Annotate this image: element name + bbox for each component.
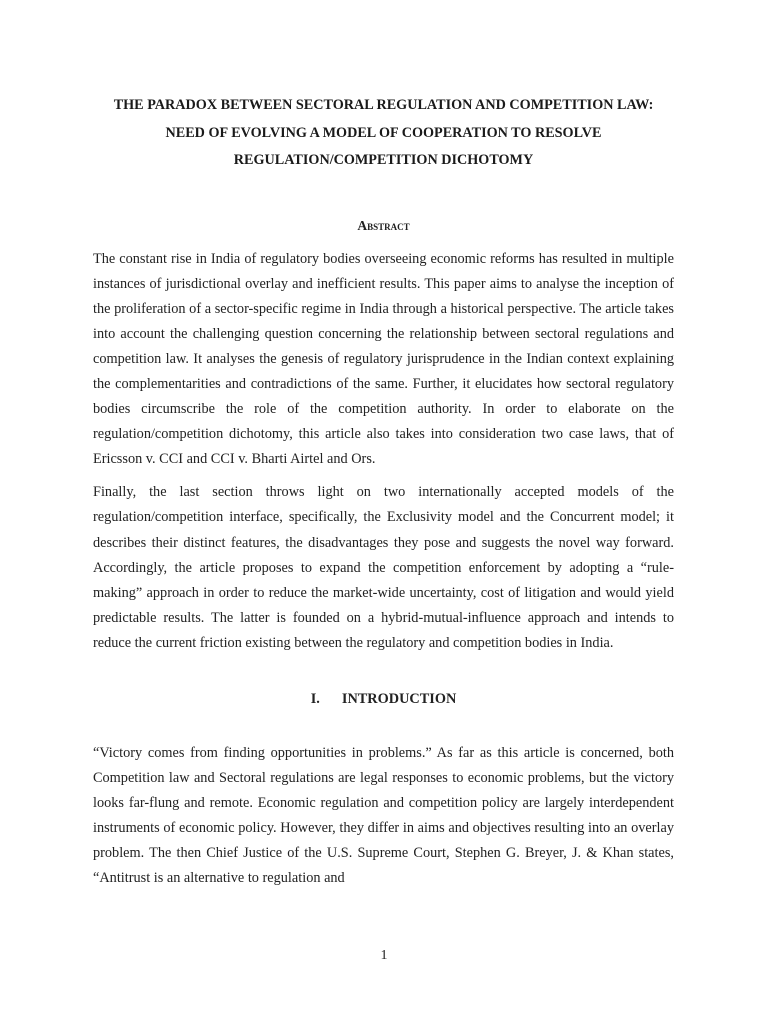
- introduction-paragraph: “Victory comes from finding opportunities in problems.” As far as this article is concerned, both Competition law and Sectoral regulations are legal responses to economic problems, but the victory looks far-flung and remote. Economic regulation and competition policy are largely interdependent instruments of economic policy. However, they differ in aims and objectives resulting into an overlay problem. The then Chief Justice of the U.S. Supreme Court, Stephen G. Breyer, J. & Khan states, “Antitrust is an alternative to regulation and: [93, 745, 674, 887]
- section-heading-introduction: [93, 689, 674, 709]
- section-title: INTRODUCTION: [341, 691, 457, 707]
- abstract-heading: Abstract: [357, 217, 410, 233]
- page-number: 1: [380, 948, 388, 963]
- abstract-paragraph-1: The constant rise in India of regulatory bodies overseeing economic reforms has resulted in multiple instances of jurisdictional overlay and inefficient results. This paper aims to analyse the inception of the proliferation of a sector-specific regime in India through a historical perspective. The article takes into account the challenging question concerning the relationship between sectoral regulations and competition law. It analyses the genesis of regulatory jurisprudence in the Indian context explaining the complementarities and contradictions of the same. Further, it elucidates how sectoral regulatory bodies circumscribe the role of the competition authority. In order to elaborate on the regulation/competition dichotomy, this article also takes into consideration two case laws, that of Ericsson v. CCI and CCI v. Bharti Airtel and Ors.: [93, 250, 674, 468]
- paper-title: THE PARADOX BETWEEN SECTORAL REGULATION AND COMPETITION LAW: NEED OF EVOLVING A MODEL OF COOPERATION TO RESOLVE REGULATION/COMPETITION DICHOTOMY: [113, 97, 654, 168]
- section-number: I.: [310, 691, 320, 707]
- abstract-paragraph-2: Finally, the last section throws light on two internationally accepted models of the regulation/competition interface, specifically, the Exclusivity model and the Concurrent model; it describes their distinct features, the disadvantages they pose and suggests the novel way forward. Accordingly, the article proposes to expand the competition enforcement by adopting a “rule-making” approach in order to reduce the market-wide uncertainty, cost of litigation and would yield predictable results. The latter is founded on a hybrid-mutual-influence approach and intends to reduce the current friction existing between the regulatory and competition bodies in India.: [93, 484, 674, 651]
